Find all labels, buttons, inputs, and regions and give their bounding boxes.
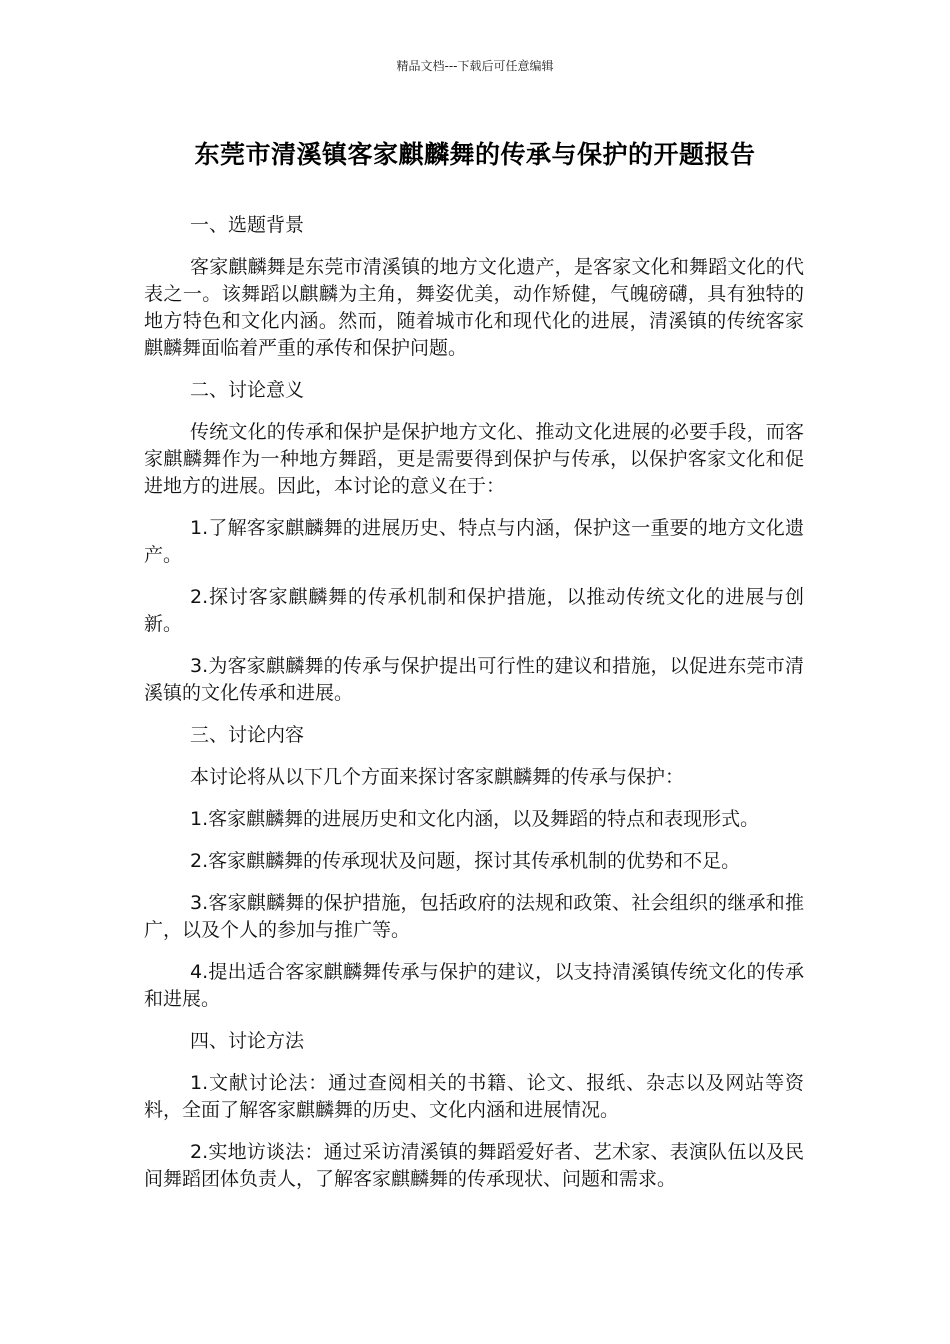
list-item-content-4: 4.提出适合客家麒麟舞传承与保护的建议，以支持清溪镇传统文化的传承和进展。 bbox=[144, 961, 804, 1010]
list-item-significance-1: 1.了解客家麒麟舞的进展历史、特点与内涵，保护这一重要的地方文化遗产。 bbox=[144, 517, 804, 566]
document-title: 东莞市清溪镇客家麒麟舞的传承与保护的开题报告 bbox=[194, 140, 756, 169]
paragraph-background: 客家麒麟舞是东莞市清溪镇的地方文化遗产，是客家文化和舞蹈文化的代表之一。该舞蹈以麒麟为主角，舞姿优美，动作矫健，气魄磅礴，具有独特的地方特色和文化内涵。然而，随着城市化和现代化的进展，清溪镇的传统客家麒麟舞面临着严重的承传和保护问题。 bbox=[144, 256, 804, 359]
section-heading-background: 一、选题背景 bbox=[190, 214, 305, 236]
section-heading-significance: 二、讨论意义 bbox=[190, 379, 305, 401]
section-heading-methods: 四、讨论方法 bbox=[190, 1030, 305, 1052]
document-body bbox=[144, 212, 804, 1208]
list-item-content-1: 1.客家麒麟舞的进展历史和文化内涵，以及舞蹈的特点和表现形式。 bbox=[190, 808, 760, 830]
paragraph-content-intro: 本讨论将从以下几个方面来探讨客家麒麟舞的传承与保护： bbox=[190, 766, 685, 788]
list-item-content-2: 2.客家麒麟舞的传承现状及问题，探讨其传承机制的优势和不足。 bbox=[190, 850, 741, 872]
list-item-methods-2: 2.实地访谈法：通过采访清溪镇的舞蹈爱好者、艺术家、表演队伍以及民间舞蹈团体负责人，了解客家麒麟舞的传承现状、问题和需求。 bbox=[144, 1141, 804, 1190]
section-heading-content: 三、讨论内容 bbox=[190, 724, 305, 746]
list-item-content-3: 3.客家麒麟舞的保护措施，包括政府的法规和政策、社会组织的继承和推广，以及个人的参加与推广等。 bbox=[144, 892, 804, 941]
paragraph-significance: 传统文化的传承和保护是保护地方文化、推动文化进展的必要手段，而客家麒麟舞作为一种地方舞蹈，更是需要得到保护与传承，以保护客家文化和促进地方的进展。因此，本讨论的意义在于： bbox=[144, 421, 804, 497]
list-item-significance-2: 2.探讨客家麒麟舞的传承机制和保护措施，以推动传统文化的进展与创新。 bbox=[144, 586, 804, 635]
list-item-significance-3: 3.为客家麒麟舞的传承与保护提出可行性的建议和措施，以促进东莞市清溪镇的文化传承和进展。 bbox=[144, 655, 804, 704]
list-item-methods-1: 1.文献讨论法：通过查阅相关的书籍、论文、报纸、杂志以及网站等资料，全面了解客家麒麟舞的历史、文化内涵和进展情况。 bbox=[144, 1072, 804, 1121]
page-header: 精品文档---下载后可任意编辑 bbox=[396, 59, 554, 73]
